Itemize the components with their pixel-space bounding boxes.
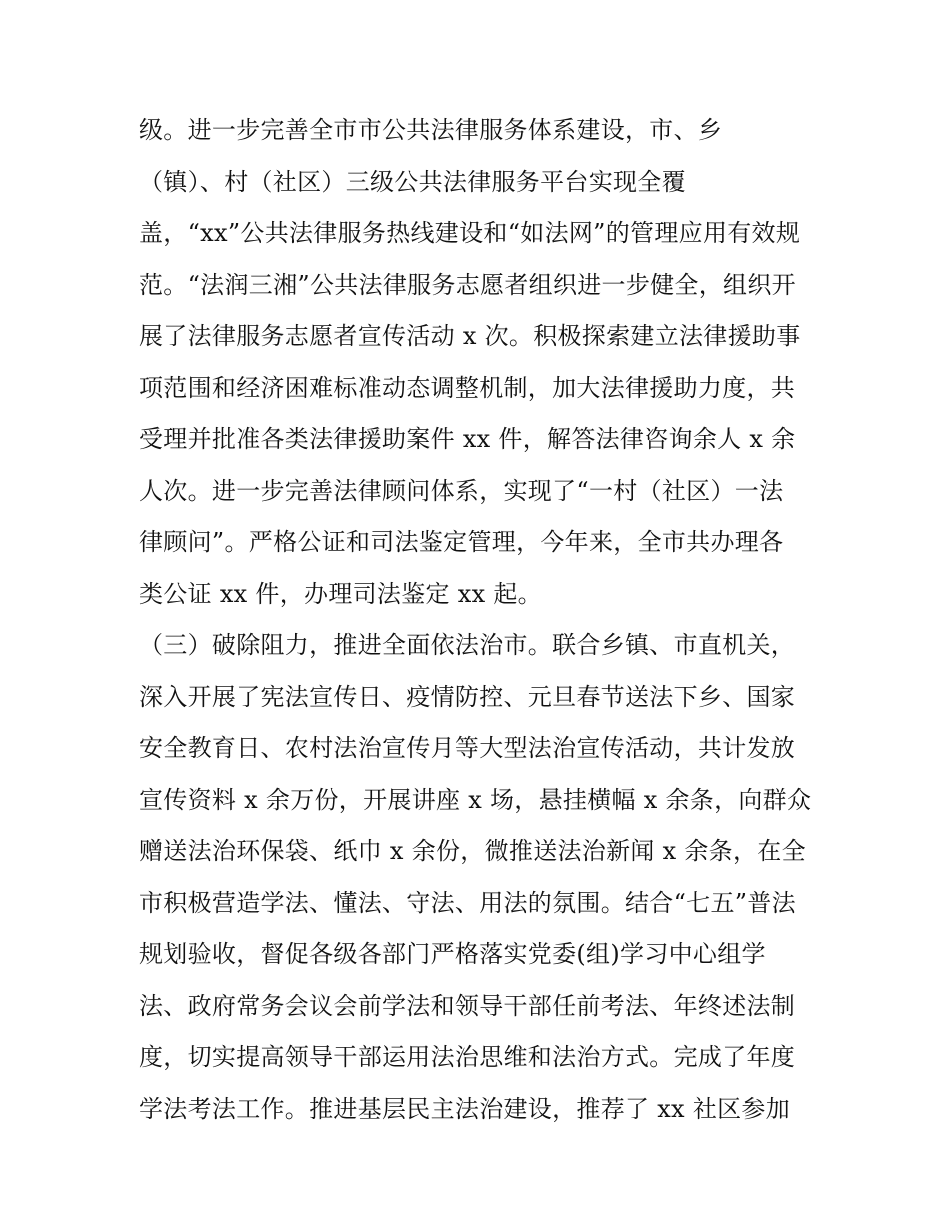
text-line: 学法考法工作。推进基层民主法治建设，推荐了 xx 社区参加 — [139, 1094, 791, 1123]
text-line: （镇）、村（社区）三级公共法律服务平台实现全覆 — [139, 167, 686, 196]
text-line: 深入开展了宪法宣传日、疫情防控、元旦春节送法下乡、国家 — [139, 682, 796, 711]
text-line: 规划验收，督促各级各部门严格落实党委(组)学习中心组学 — [139, 940, 766, 968]
body-text — [139, 105, 829, 1135]
text-line: 人次。进一步完善法律顾问体系，实现了“一村（社区）一法 — [139, 476, 784, 505]
text-line: 市积极营造学法、懂法、守法、用法的氛围。结合“七五”普法 — [139, 888, 796, 917]
text-line: 范。“法润三湘”公共法律服务志愿者组织进一步健全，组织开 — [139, 270, 796, 299]
text-line: 盖，“xx”公共法律服务热线建设和“如法网”的管理应用有效规 — [139, 219, 801, 247]
text-line: 宣传资料 x 余万份，开展讲座 x 场，悬挂横幅 x 余条，向群众 — [139, 785, 812, 814]
text-line: 安全教育日、农村法治宣传月等大型法治宣传活动，共计发放 — [139, 734, 796, 762]
text-line: 项范围和经济困难标准动态调整机制，加大法律援助力度，共 — [139, 373, 796, 402]
text-line: 级。进一步完善全市市公共法律服务体系建设，市、乡 — [139, 116, 723, 144]
text-line: 律顾问”。严格公证和司法鉴定管理，今年来，全市共办理各 — [139, 528, 784, 556]
text-line: 度，切实提高领导干部运用法治思维和法治方式。完成了年度 — [139, 1043, 796, 1071]
text-line: 法、政府常务会议会前学法和领导干部任前考法、年终述法制 — [139, 991, 796, 1020]
text-line: 展了法律服务志愿者宣传活动 x 次。积极探索建立法律援助事 — [139, 322, 801, 350]
text-line: 类公证 xx 件，办理司法鉴定 xx 起。 — [139, 579, 542, 608]
text-line: 受理并批准各类法律援助案件 xx 件，解答法律咨询余人 x 余 — [139, 425, 796, 453]
section-heading-line: （三）破除阻力，推进全面依法治市。联合乡镇、市直机关， — [139, 631, 796, 659]
text-line: 赠送法治环保袋、纸巾 x 余份，微推送法治新闻 x 余条，在全 — [139, 837, 806, 865]
